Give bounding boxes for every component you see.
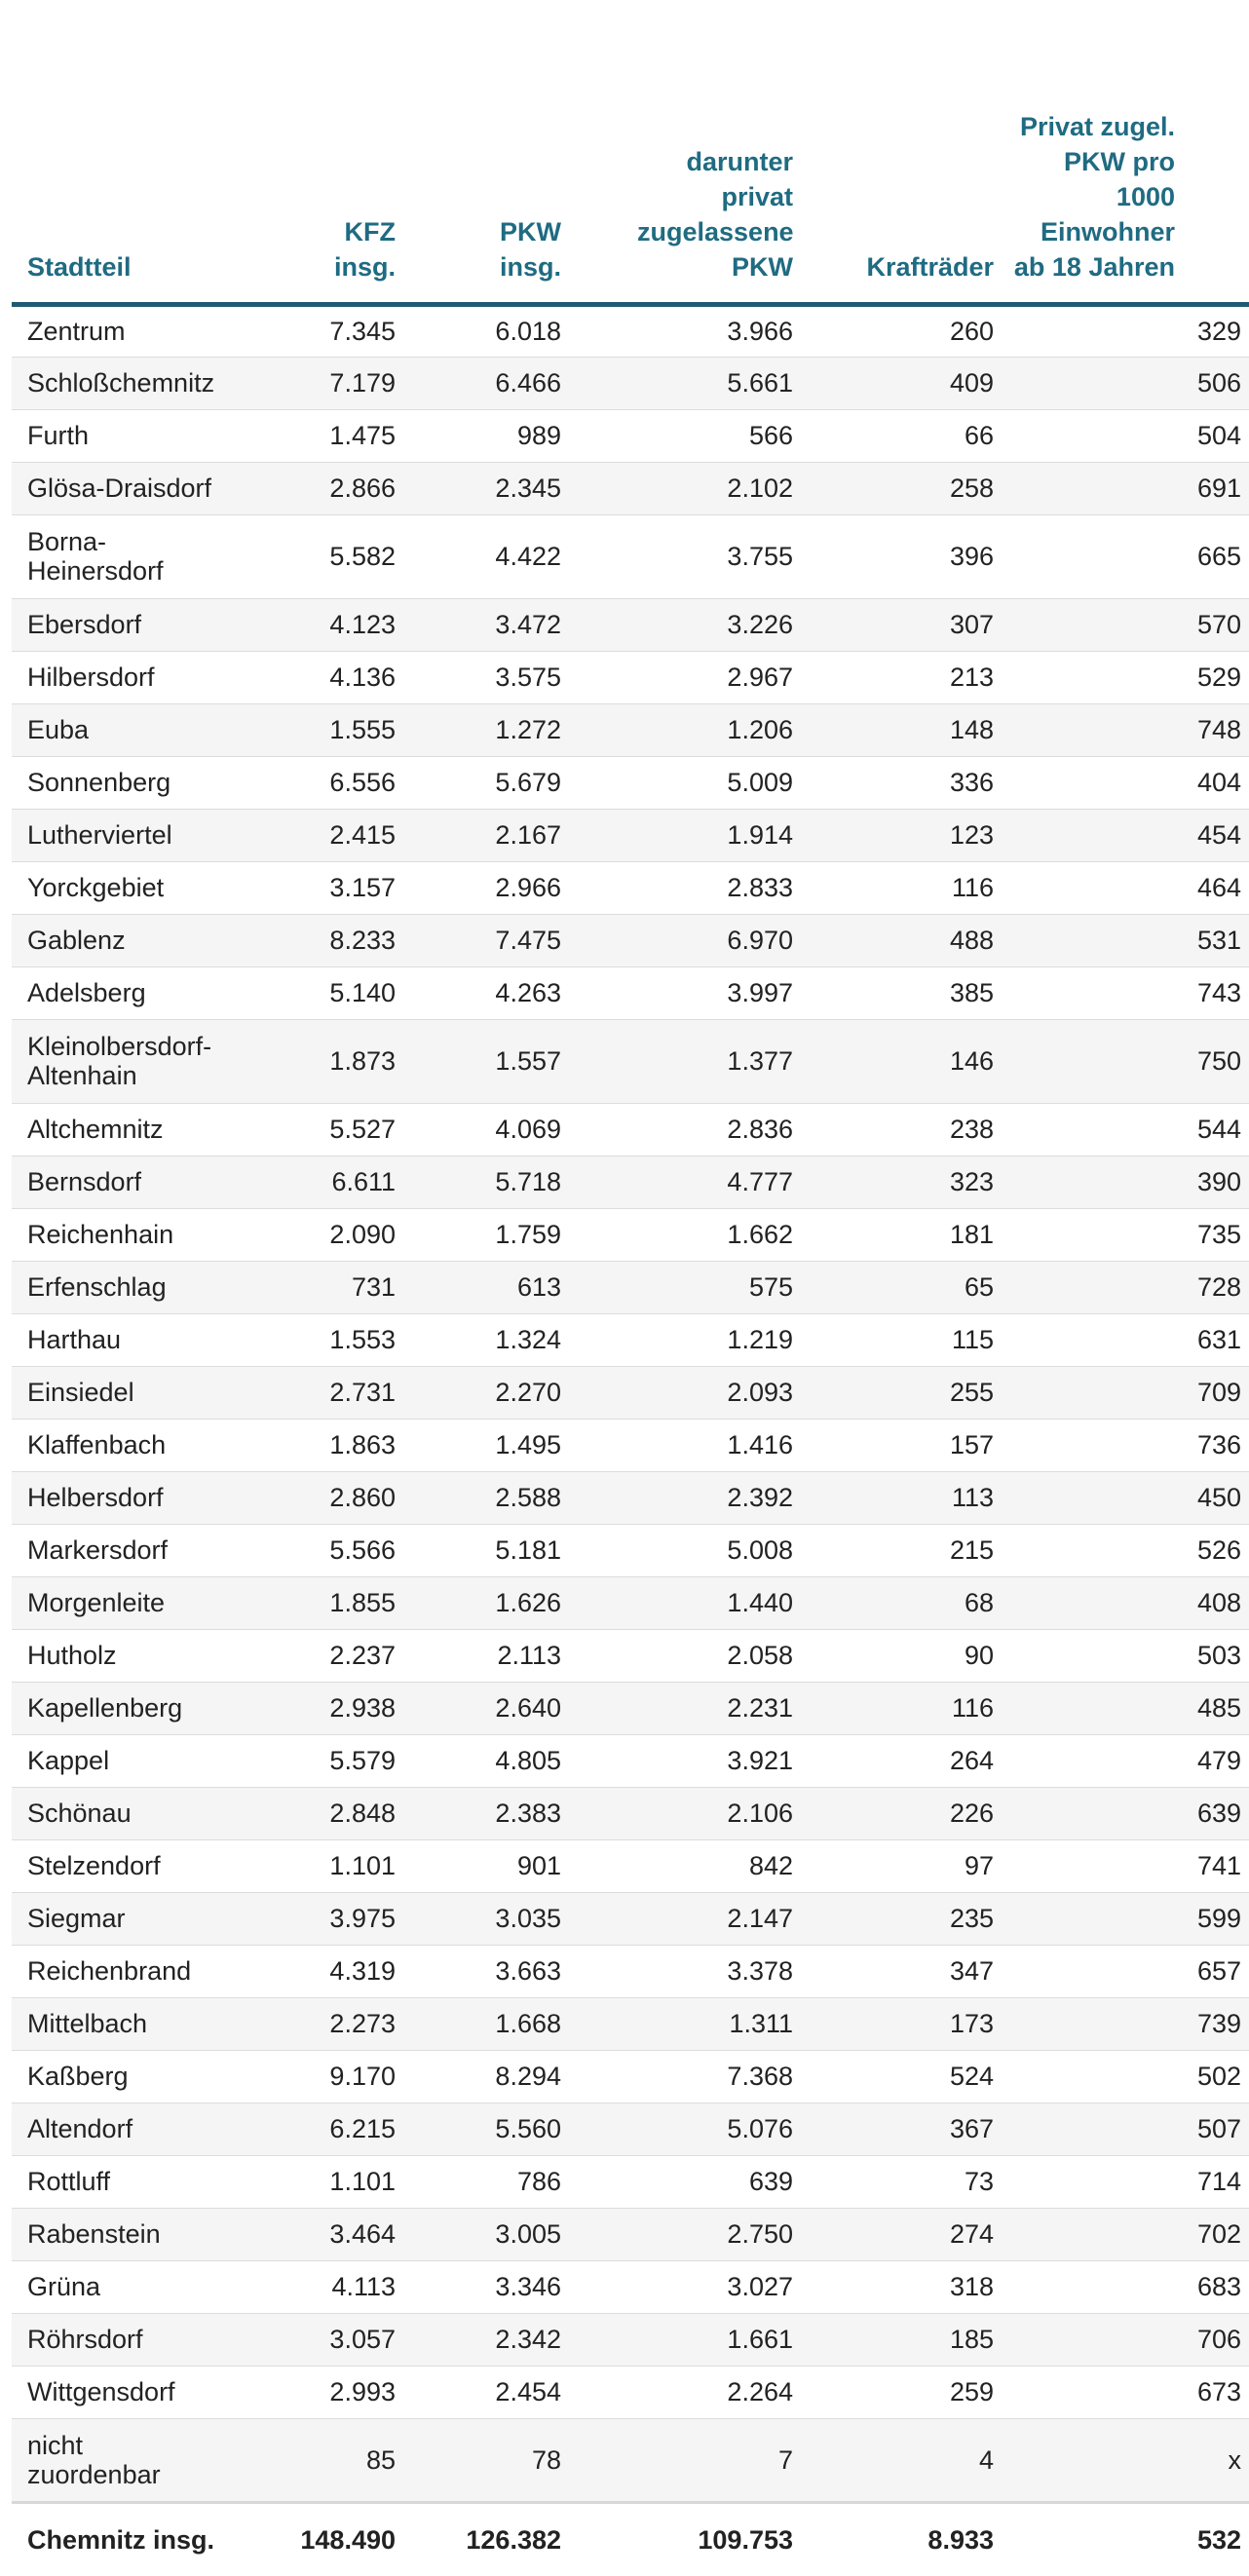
total-pkw-per-1000: 532: [1002, 2502, 1249, 2576]
cell-kraftraeder: 157: [801, 1419, 1002, 1471]
table-row: [12, 2418, 1249, 2502]
cell-pkw-per-1000: 404: [1002, 756, 1249, 809]
cell-stadtteil: Reichenhain: [12, 1208, 284, 1261]
table-row: [12, 2208, 1249, 2260]
cell-stadtteil: Rabenstein: [12, 2208, 284, 2260]
cell-pkw-per-1000: 691: [1002, 462, 1249, 514]
cell-kfz: 1.101: [284, 1839, 403, 1892]
cell-kraftraeder: 148: [801, 703, 1002, 756]
cell-kfz: 9.170: [284, 2050, 403, 2102]
cell-kraftraeder: 116: [801, 861, 1002, 914]
cell-pkw: 5.181: [403, 1524, 569, 1576]
cell-pkw-per-1000: 507: [1002, 2102, 1249, 2155]
cell-kraftraeder: 488: [801, 914, 1002, 966]
cell-private-pkw: 2.106: [569, 1787, 801, 1839]
cell-stadtteil: Harthau: [12, 1313, 284, 1366]
cell-stadtteil: Kleinolbersdorf-Altenhain: [12, 1019, 284, 1103]
cell-private-pkw: 1.662: [569, 1208, 801, 1261]
cell-pkw-per-1000: 504: [1002, 409, 1249, 462]
cell-pkw: 3.472: [403, 598, 569, 651]
cell-stadtteil: Furth: [12, 409, 284, 462]
cell-private-pkw: 1.440: [569, 1576, 801, 1629]
table-row: [12, 1155, 1249, 1208]
cell-kfz: 5.582: [284, 514, 403, 598]
cell-kraftraeder: 258: [801, 462, 1002, 514]
cell-pkw: 1.668: [403, 1997, 569, 2050]
cell-stadtteil: Kaßberg: [12, 2050, 284, 2102]
cell-private-pkw: 3.921: [569, 1734, 801, 1787]
cell-kfz: 4.123: [284, 598, 403, 651]
cell-stadtteil: Helbersdorf: [12, 1471, 284, 1524]
cell-pkw: 2.966: [403, 861, 569, 914]
cell-kfz: 3.464: [284, 2208, 403, 2260]
cell-pkw-per-1000: 683: [1002, 2260, 1249, 2313]
cell-stadtteil: Reichenbrand: [12, 1945, 284, 1997]
cell-kraftraeder: 4: [801, 2418, 1002, 2502]
cell-stadtteil: Wittgensdorf: [12, 2366, 284, 2418]
table-row: [12, 1787, 1249, 1839]
cell-stadtteil: Borna-Heinersdorf: [12, 514, 284, 598]
cell-stadtteil: Glösa-Draisdorf: [12, 462, 284, 514]
cell-pkw: 4.069: [403, 1103, 569, 1155]
table-row: [12, 1261, 1249, 1313]
table-row: [12, 2102, 1249, 2155]
cell-pkw-per-1000: x: [1002, 2418, 1249, 2502]
total-pkw: 126.382: [403, 2502, 569, 2576]
cell-stadtteil: Kapellenberg: [12, 1682, 284, 1734]
cell-private-pkw: 5.661: [569, 357, 801, 409]
cell-private-pkw: 2.392: [569, 1471, 801, 1524]
cell-pkw-per-1000: 657: [1002, 1945, 1249, 1997]
cell-pkw-per-1000: 750: [1002, 1019, 1249, 1103]
cell-stadtteil: Grüna: [12, 2260, 284, 2313]
cell-pkw: 4.263: [403, 966, 569, 1019]
cell-pkw-per-1000: 485: [1002, 1682, 1249, 1734]
cell-pkw-per-1000: 526: [1002, 1524, 1249, 1576]
table-row: [12, 1103, 1249, 1155]
cell-kraftraeder: 347: [801, 1945, 1002, 1997]
cell-private-pkw: 3.378: [569, 1945, 801, 1997]
cell-pkw-per-1000: 503: [1002, 1629, 1249, 1682]
cell-private-pkw: 3.966: [569, 304, 801, 357]
cell-kraftraeder: 323: [801, 1155, 1002, 1208]
cell-private-pkw: 575: [569, 1261, 801, 1313]
cell-pkw: 1.495: [403, 1419, 569, 1471]
cell-stadtteil: Hutholz: [12, 1629, 284, 1682]
cell-pkw-per-1000: 570: [1002, 598, 1249, 651]
cell-pkw: 6.018: [403, 304, 569, 357]
cell-stadtteil: Bernsdorf: [12, 1155, 284, 1208]
cell-pkw-per-1000: 450: [1002, 1471, 1249, 1524]
total-kraftraeder: 8.933: [801, 2502, 1002, 2576]
cell-pkw: 3.346: [403, 2260, 569, 2313]
cell-kraftraeder: 259: [801, 2366, 1002, 2418]
cell-pkw: 1.626: [403, 1576, 569, 1629]
table-row: [12, 409, 1249, 462]
header-row: [12, 0, 1249, 304]
cell-pkw-per-1000: 739: [1002, 1997, 1249, 2050]
cell-pkw-per-1000: 673: [1002, 2366, 1249, 2418]
cell-private-pkw: 7: [569, 2418, 801, 2502]
cell-private-pkw: 2.967: [569, 651, 801, 703]
cell-stadtteil: Mittelbach: [12, 1997, 284, 2050]
column-header-stadtteil[interactable]: Stadtteil: [12, 0, 284, 304]
cell-kraftraeder: 336: [801, 756, 1002, 809]
cell-kfz: 1.873: [284, 1019, 403, 1103]
cell-kraftraeder: 260: [801, 304, 1002, 357]
cell-kfz: 1.101: [284, 2155, 403, 2208]
cell-pkw-per-1000: 329: [1002, 304, 1249, 357]
table-row: [12, 914, 1249, 966]
cell-kfz: 2.848: [284, 1787, 403, 1839]
column-header-private-pkw[interactable]: darunter privat zugelassene PKW: [569, 0, 801, 304]
cell-private-pkw: 2.750: [569, 2208, 801, 2260]
cell-kfz: 7.179: [284, 357, 403, 409]
cell-stadtteil: Einsiedel: [12, 1366, 284, 1419]
cell-private-pkw: 1.416: [569, 1419, 801, 1471]
cell-kfz: 2.731: [284, 1366, 403, 1419]
cell-kfz: 2.237: [284, 1629, 403, 1682]
table-row: [12, 1366, 1249, 1419]
cell-pkw-per-1000: 506: [1002, 357, 1249, 409]
cell-private-pkw: 1.219: [569, 1313, 801, 1366]
cell-pkw: 2.640: [403, 1682, 569, 1734]
column-header-kfz[interactable]: KFZ insg.: [284, 0, 403, 304]
table-row: [12, 2313, 1249, 2366]
cell-private-pkw: 2.836: [569, 1103, 801, 1155]
table-row: [12, 2050, 1249, 2102]
cell-pkw: 901: [403, 1839, 569, 1892]
cell-pkw: 8.294: [403, 2050, 569, 2102]
cell-stadtteil: Altchemnitz: [12, 1103, 284, 1155]
cell-kfz: 2.938: [284, 1682, 403, 1734]
cell-private-pkw: 1.311: [569, 1997, 801, 2050]
cell-kraftraeder: 113: [801, 1471, 1002, 1524]
cell-pkw: 1.557: [403, 1019, 569, 1103]
total-private-pkw: 109.753: [569, 2502, 801, 2576]
cell-kfz: 6.611: [284, 1155, 403, 1208]
cell-kraftraeder: 66: [801, 409, 1002, 462]
cell-kraftraeder: 396: [801, 514, 1002, 598]
cell-private-pkw: 5.076: [569, 2102, 801, 2155]
cell-kfz: 5.579: [284, 1734, 403, 1787]
cell-kraftraeder: 146: [801, 1019, 1002, 1103]
cell-pkw-per-1000: 735: [1002, 1208, 1249, 1261]
cell-pkw-per-1000: 390: [1002, 1155, 1249, 1208]
cell-pkw-per-1000: 665: [1002, 514, 1249, 598]
cell-kfz: 1.855: [284, 1576, 403, 1629]
cell-private-pkw: 2.833: [569, 861, 801, 914]
cell-kraftraeder: 385: [801, 966, 1002, 1019]
table-row: [12, 1734, 1249, 1787]
cell-pkw-per-1000: 743: [1002, 966, 1249, 1019]
cell-stadtteil: Ebersdorf: [12, 598, 284, 651]
cell-kraftraeder: 524: [801, 2050, 1002, 2102]
cell-pkw-per-1000: 728: [1002, 1261, 1249, 1313]
table-row: [12, 1839, 1249, 1892]
cell-kraftraeder: 307: [801, 598, 1002, 651]
cell-kraftraeder: 367: [801, 2102, 1002, 2155]
cell-stadtteil: nicht zuordenbar: [12, 2418, 284, 2502]
cell-kfz: 2.273: [284, 1997, 403, 2050]
cell-private-pkw: 2.264: [569, 2366, 801, 2418]
cell-pkw: 1.324: [403, 1313, 569, 1366]
cell-kfz: 3.975: [284, 1892, 403, 1945]
cell-stadtteil: Yorckgebiet: [12, 861, 284, 914]
table-row: [12, 2366, 1249, 2418]
cell-pkw-per-1000: 544: [1002, 1103, 1249, 1155]
cell-kraftraeder: 318: [801, 2260, 1002, 2313]
cell-kfz: 1.553: [284, 1313, 403, 1366]
cell-stadtteil: Adelsberg: [12, 966, 284, 1019]
cell-stadtteil: Lutherviertel: [12, 809, 284, 861]
cell-pkw: 2.270: [403, 1366, 569, 1419]
cell-pkw-per-1000: 479: [1002, 1734, 1249, 1787]
cell-stadtteil: Markersdorf: [12, 1524, 284, 1576]
cell-private-pkw: 3.997: [569, 966, 801, 1019]
cell-pkw-per-1000: 502: [1002, 2050, 1249, 2102]
cell-kfz: 5.140: [284, 966, 403, 1019]
cell-stadtteil: Morgenleite: [12, 1576, 284, 1629]
cell-kraftraeder: 409: [801, 357, 1002, 409]
table-row: [12, 598, 1249, 651]
table-body: [12, 304, 1249, 2576]
cell-pkw: 1.759: [403, 1208, 569, 1261]
table-row: [12, 1419, 1249, 1471]
cell-pkw-per-1000: 706: [1002, 2313, 1249, 2366]
column-header-pkw[interactable]: PKW insg.: [403, 0, 569, 304]
cell-pkw-per-1000: 639: [1002, 1787, 1249, 1839]
cell-kfz: 5.527: [284, 1103, 403, 1155]
cell-kfz: 1.555: [284, 703, 403, 756]
cell-kraftraeder: 73: [801, 2155, 1002, 2208]
cell-kfz: 4.319: [284, 1945, 403, 1997]
cell-pkw-per-1000: 736: [1002, 1419, 1249, 1471]
cell-kraftraeder: 274: [801, 2208, 1002, 2260]
cell-stadtteil: Schönau: [12, 1787, 284, 1839]
cell-private-pkw: 639: [569, 2155, 801, 2208]
cell-private-pkw: 1.377: [569, 1019, 801, 1103]
table-row: [12, 1629, 1249, 1682]
cell-kraftraeder: 238: [801, 1103, 1002, 1155]
cell-pkw: 2.113: [403, 1629, 569, 1682]
cell-pkw: 4.422: [403, 514, 569, 598]
cell-pkw: 7.475: [403, 914, 569, 966]
cell-pkw-per-1000: 748: [1002, 703, 1249, 756]
cell-pkw: 613: [403, 1261, 569, 1313]
table-row: [12, 756, 1249, 809]
table-row: [12, 1313, 1249, 1366]
table-row: [12, 357, 1249, 409]
cell-pkw: 4.805: [403, 1734, 569, 1787]
cell-kraftraeder: 215: [801, 1524, 1002, 1576]
cell-private-pkw: 566: [569, 409, 801, 462]
cell-kraftraeder: 181: [801, 1208, 1002, 1261]
vehicle-statistics-table: [12, 0, 1249, 2576]
cell-kfz: 2.993: [284, 2366, 403, 2418]
cell-kraftraeder: 97: [801, 1839, 1002, 1892]
table-row: [12, 651, 1249, 703]
cell-private-pkw: 4.777: [569, 1155, 801, 1208]
cell-pkw-per-1000: 454: [1002, 809, 1249, 861]
cell-pkw-per-1000: 741: [1002, 1839, 1249, 1892]
cell-private-pkw: 2.093: [569, 1366, 801, 1419]
cell-kraftraeder: 68: [801, 1576, 1002, 1629]
total-stadtteil: Chemnitz insg.: [12, 2502, 284, 2576]
cell-private-pkw: 6.970: [569, 914, 801, 966]
cell-pkw: 2.167: [403, 809, 569, 861]
column-header-kraftraeder[interactable]: Krafträder: [801, 0, 1002, 304]
table-row: [12, 1208, 1249, 1261]
table-row: [12, 1524, 1249, 1576]
cell-kraftraeder: 90: [801, 1629, 1002, 1682]
cell-stadtteil: Hilbersdorf: [12, 651, 284, 703]
cell-kfz: 6.215: [284, 2102, 403, 2155]
cell-stadtteil: Klaffenbach: [12, 1419, 284, 1471]
cell-kfz: 3.157: [284, 861, 403, 914]
cell-private-pkw: 842: [569, 1839, 801, 1892]
table-row: [12, 861, 1249, 914]
cell-private-pkw: 1.914: [569, 809, 801, 861]
cell-pkw: 3.005: [403, 2208, 569, 2260]
table-row: [12, 966, 1249, 1019]
cell-private-pkw: 5.009: [569, 756, 801, 809]
cell-pkw: 78: [403, 2418, 569, 2502]
table-row: [12, 514, 1249, 598]
cell-pkw-per-1000: 702: [1002, 2208, 1249, 2260]
cell-pkw: 2.345: [403, 462, 569, 514]
cell-pkw-per-1000: 529: [1002, 651, 1249, 703]
cell-pkw: 3.575: [403, 651, 569, 703]
cell-pkw: 2.342: [403, 2313, 569, 2366]
cell-private-pkw: 2.147: [569, 1892, 801, 1945]
cell-stadtteil: Siegmar: [12, 1892, 284, 1945]
cell-private-pkw: 7.368: [569, 2050, 801, 2102]
cell-pkw: 5.718: [403, 1155, 569, 1208]
cell-private-pkw: 1.206: [569, 703, 801, 756]
table-row: [12, 703, 1249, 756]
cell-stadtteil: Sonnenberg: [12, 756, 284, 809]
cell-kfz: 1.475: [284, 409, 403, 462]
cell-pkw-per-1000: 464: [1002, 861, 1249, 914]
cell-pkw: 2.588: [403, 1471, 569, 1524]
cell-stadtteil: Altendorf: [12, 2102, 284, 2155]
cell-pkw-per-1000: 599: [1002, 1892, 1249, 1945]
cell-stadtteil: Röhrsdorf: [12, 2313, 284, 2366]
cell-kraftraeder: 65: [801, 1261, 1002, 1313]
cell-pkw: 2.383: [403, 1787, 569, 1839]
cell-kfz: 5.566: [284, 1524, 403, 1576]
table-row: [12, 1682, 1249, 1734]
cell-kfz: 1.863: [284, 1419, 403, 1471]
cell-kraftraeder: 213: [801, 651, 1002, 703]
table-row: [12, 1019, 1249, 1103]
cell-kfz: 85: [284, 2418, 403, 2502]
cell-kfz: 2.415: [284, 809, 403, 861]
cell-stadtteil: Erfenschlag: [12, 1261, 284, 1313]
cell-pkw: 6.466: [403, 357, 569, 409]
cell-pkw: 2.454: [403, 2366, 569, 2418]
cell-kraftraeder: 255: [801, 1366, 1002, 1419]
page: [12, 0, 1241, 2570]
cell-pkw: 3.035: [403, 1892, 569, 1945]
cell-kraftraeder: 185: [801, 2313, 1002, 2366]
cell-pkw-per-1000: 709: [1002, 1366, 1249, 1419]
total-kfz: 148.490: [284, 2502, 403, 2576]
table-row: [12, 1945, 1249, 1997]
column-header-pkw-per-1000[interactable]: Privat zugel. PKW pro 1000 Einwohner ab 18 Jahren: [1002, 0, 1249, 304]
cell-kfz: 4.136: [284, 651, 403, 703]
cell-pkw-per-1000: 531: [1002, 914, 1249, 966]
cell-kfz: 2.090: [284, 1208, 403, 1261]
cell-stadtteil: Rottluff: [12, 2155, 284, 2208]
cell-pkw: 3.663: [403, 1945, 569, 1997]
table-row: [12, 2155, 1249, 2208]
cell-pkw: 5.679: [403, 756, 569, 809]
table-row: [12, 1471, 1249, 1524]
cell-pkw: 786: [403, 2155, 569, 2208]
cell-pkw-per-1000: 631: [1002, 1313, 1249, 1366]
cell-stadtteil: Kappel: [12, 1734, 284, 1787]
table-row: [12, 462, 1249, 514]
cell-pkw-per-1000: 408: [1002, 1576, 1249, 1629]
cell-pkw-per-1000: 714: [1002, 2155, 1249, 2208]
cell-kraftraeder: 235: [801, 1892, 1002, 1945]
cell-kraftraeder: 123: [801, 809, 1002, 861]
cell-private-pkw: 3.226: [569, 598, 801, 651]
cell-kraftraeder: 115: [801, 1313, 1002, 1366]
cell-stadtteil: Gablenz: [12, 914, 284, 966]
cell-kfz: 3.057: [284, 2313, 403, 2366]
cell-kfz: 4.113: [284, 2260, 403, 2313]
total-row: [12, 2502, 1249, 2576]
table-row: [12, 304, 1249, 357]
table-row: [12, 809, 1249, 861]
cell-private-pkw: 1.661: [569, 2313, 801, 2366]
cell-kraftraeder: 264: [801, 1734, 1002, 1787]
cell-kfz: 7.345: [284, 304, 403, 357]
cell-kfz: 8.233: [284, 914, 403, 966]
cell-stadtteil: Euba: [12, 703, 284, 756]
cell-pkw: 989: [403, 409, 569, 462]
cell-kfz: 731: [284, 1261, 403, 1313]
table-row: [12, 1892, 1249, 1945]
cell-kraftraeder: 226: [801, 1787, 1002, 1839]
table-row: [12, 1997, 1249, 2050]
cell-private-pkw: 2.231: [569, 1682, 801, 1734]
table-viewport[interactable]: [12, 0, 1241, 2576]
cell-pkw: 1.272: [403, 703, 569, 756]
cell-stadtteil: Schloßchemnitz: [12, 357, 284, 409]
cell-kfz: 2.860: [284, 1471, 403, 1524]
cell-stadtteil: Zentrum: [12, 304, 284, 357]
table-row: [12, 1576, 1249, 1629]
cell-private-pkw: 2.102: [569, 462, 801, 514]
cell-pkw: 5.560: [403, 2102, 569, 2155]
table-row: [12, 2260, 1249, 2313]
cell-private-pkw: 3.027: [569, 2260, 801, 2313]
cell-stadtteil: Stelzendorf: [12, 1839, 284, 1892]
cell-kfz: 2.866: [284, 462, 403, 514]
cell-private-pkw: 2.058: [569, 1629, 801, 1682]
cell-kfz: 6.556: [284, 756, 403, 809]
cell-kraftraeder: 173: [801, 1997, 1002, 2050]
cell-kraftraeder: 116: [801, 1682, 1002, 1734]
cell-private-pkw: 5.008: [569, 1524, 801, 1576]
cell-private-pkw: 3.755: [569, 514, 801, 598]
